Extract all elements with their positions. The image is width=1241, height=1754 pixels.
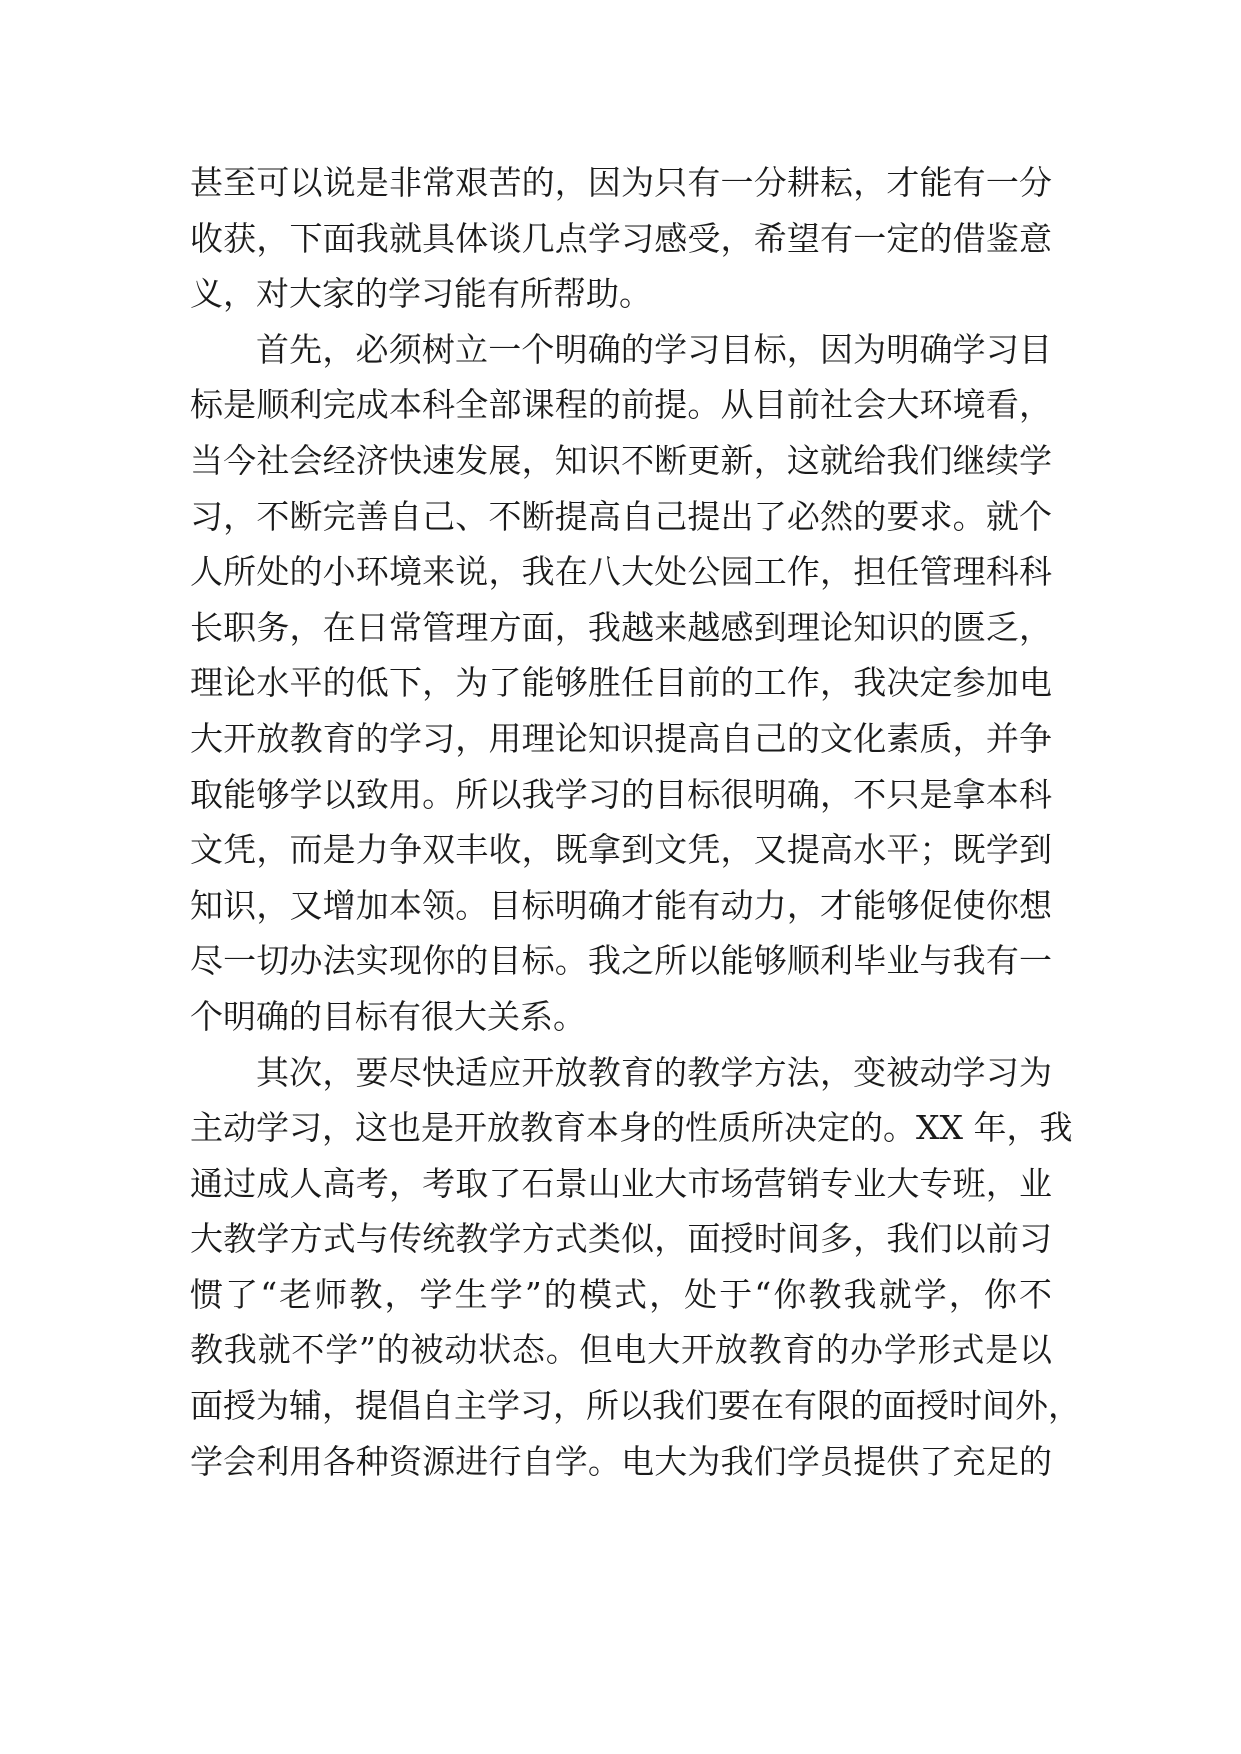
paragraph-3 [190, 1045, 1081, 1490]
text-line: 甚至可以说是非常艰苦的，因为只有一分耕耘，才能有一分 [190, 163, 1052, 202]
text-line: 长职务，在日常管理方面，我越来越感到理论知识的匮乏， [190, 607, 1052, 647]
text-line: 义，对大家的学习能有所帮助。 [190, 274, 652, 314]
text-line: 其次，要尽快适应开放教育的教学方法，变被动学习为 [256, 1052, 1052, 1092]
text-line: 个明确的目标有很大关系。 [190, 996, 586, 1036]
text-line: 通过成人高考，考取了石景山业大市场营销专业大专班，业 [190, 1163, 1052, 1203]
text-line: 当今社会经济快速发展，知识不断更新，这就给我们继续学 [190, 440, 1052, 480]
paragraph-2 [190, 322, 1052, 1045]
text-line: 尽一切办法实现你的目标。我之所以能够顺利毕业与我有一 [190, 941, 1052, 981]
text-line: 大开放教育的学习，用理论知识提高自己的文化素质，并争 [190, 718, 1052, 758]
text-line: 取能够学以致用。所以我学习的目标很明确，不只是拿本科 [190, 774, 1052, 814]
text-line: 惯了“老师教，学生学”的模式，处于“你教我就学，你不 [190, 1274, 1052, 1314]
body-text [190, 155, 1081, 1489]
text-line: 面授为辅，提倡自主学习，所以我们要在有限的面授时间外， [190, 1386, 1081, 1426]
text-line: 主动学习，这也是开放教育本身的性质所决定的。XX 年，我 [190, 1108, 1073, 1148]
text-line: 学会利用各种资源进行自学。电大为我们学员提供了充足的 [190, 1441, 1052, 1481]
text-line: 标是顺利完成本科全部课程的前提。从目前社会大环境看， [190, 385, 1052, 425]
text-line: 文凭，而是力争双丰收，既拿到文凭，又提高水平；既学到 [190, 830, 1052, 870]
text-line: 知识，又增加本领。目标明确才能有动力，才能够促使你想 [190, 885, 1052, 925]
text-line: 收获，下面我就具体谈几点学习感受，希望有一定的借鉴意 [190, 218, 1052, 258]
text-line: 首先，必须树立一个明确的学习目标，因为明确学习目 [256, 329, 1052, 369]
text-line: 大教学方式与传统教学方式类似，面授时间多，我们以前习 [190, 1219, 1052, 1259]
text-line: 人所处的小环境来说，我在八大处公园工作，担任管理科科 [190, 552, 1052, 592]
paragraph-1 [190, 155, 1052, 322]
text-line: 理论水平的低下，为了能够胜任目前的工作，我决定参加电 [190, 663, 1052, 703]
text-line: 教我就不学”的被动状态。但电大开放教育的办学形式是以 [190, 1330, 1052, 1370]
text-line: 习，不断完善自己、不断提高自己提出了必然的要求。就个 [190, 496, 1052, 536]
